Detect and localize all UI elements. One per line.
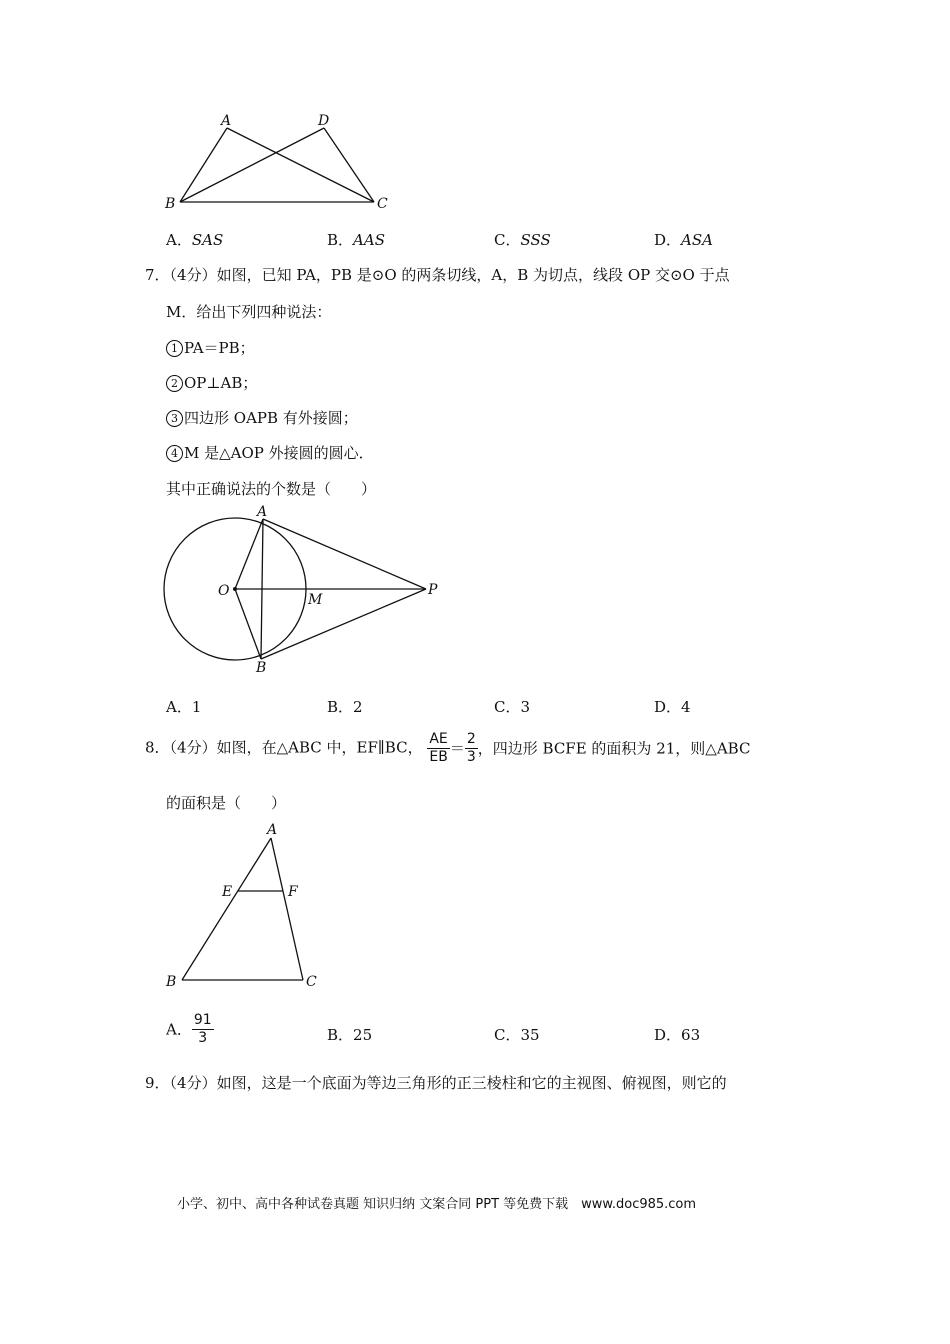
- q8-option-c: C．35: [494, 1026, 540, 1044]
- q7-statement-1: 1 PA＝PB；: [166, 337, 255, 358]
- q6-option-a: A．SAS: [166, 231, 224, 249]
- q7-label-b: B: [256, 660, 267, 676]
- q8-label-a: A: [267, 822, 278, 838]
- q6-option-b: B．AAS: [327, 231, 385, 249]
- q7-statement-4: 4 M 是△AOP 外接圆的圆心．: [166, 442, 374, 463]
- q6-label-b: B: [165, 196, 176, 212]
- q8-figure: [160, 820, 330, 995]
- q8-option-d: D．63: [654, 1026, 701, 1044]
- q6-option-d: D．ASA: [654, 231, 713, 249]
- q7-label-o: O: [218, 583, 230, 599]
- q7-statement-3: 3 四边形 OAPB 有外接圆；: [166, 407, 358, 428]
- q8-option-a: A． $\frac{91}{3}$: [166, 1012, 212, 1046]
- q8-label-f: F: [288, 884, 298, 900]
- q7-stem-line2: M．给出下列四种说法：: [166, 303, 332, 321]
- q7-option-c: C．3: [494, 698, 531, 716]
- q7-score: （4分）: [169, 266, 217, 284]
- q9-number: 9．: [145, 1074, 170, 1092]
- q6-option-c: C．SSS: [494, 231, 551, 249]
- q7-label-a: A: [257, 504, 268, 520]
- circled-number: 2: [166, 375, 183, 392]
- q8-stem-line1: 8．（4分）如图，在△ABC 中，EF∥BC， $\frac{AE}{EB}$ ＝ $\frac{2}{3}$ ，四边形 BCFE 的面积为 21，则△ABC: [145, 731, 751, 765]
- q7-stem-line1: [145, 264, 730, 285]
- q8-label-e: E: [222, 884, 233, 900]
- q8-label-c: C: [306, 974, 317, 990]
- q8-stem-line2: 的面积是（ ）: [166, 794, 287, 812]
- q7-label-p: P: [428, 582, 438, 598]
- q7-question: 其中正确说法的个数是（ ）: [166, 480, 377, 498]
- q6-label-c: C: [377, 196, 388, 212]
- q9-stem: 如图，这是一个底面为等边三角形的正三棱柱和它的主视图、俯视图，则它的: [216, 1074, 727, 1092]
- page-footer: 小学、初中、高中各种试卷真题 知识归纳 文案合同 PPT 等免费下载 www.doc985.com: [177, 1197, 697, 1212]
- q7-option-d: D．4: [654, 698, 691, 716]
- q6-figure: [160, 110, 400, 220]
- q7-option-b: B．2: [327, 698, 363, 716]
- q9-stem-line1: [145, 1072, 727, 1093]
- q7-number: 7．: [145, 266, 170, 284]
- q6-label-d: D: [318, 113, 330, 129]
- circled-number: 1: [166, 340, 183, 357]
- q8-score: （4分）: [169, 738, 217, 757]
- q7-stem: 如图，已知 PA，PB 是⊙O 的两条切线，A，B 为切点，线段 OP 交⊙O 于点: [216, 266, 730, 284]
- q9-score: （4分）: [169, 1074, 217, 1092]
- circled-number: 3: [166, 410, 183, 427]
- q7-label-m: M: [308, 592, 323, 608]
- q7-figure: [160, 500, 460, 680]
- q8-fraction-2-3: $\frac{2}{3}$: [466, 731, 476, 765]
- q6-label-a: A: [221, 113, 232, 129]
- q8-stem-part2: ，四边形 BCFE 的面积为 21，则△ABC: [477, 739, 751, 758]
- q8-stem-part1: 如图，在△ABC 中，EF∥BC，: [216, 738, 423, 757]
- q8-label-b: B: [166, 974, 177, 990]
- q7-option-a: A．1: [166, 698, 202, 716]
- q8-option-b: B．25: [327, 1026, 373, 1044]
- q7-statement-2: 2 OP⊥AB；: [166, 372, 257, 393]
- q8-number: 8．: [145, 738, 170, 757]
- circled-number: 4: [166, 445, 183, 462]
- q8-option-a-fraction: $\frac{91}{3}$: [193, 1012, 212, 1046]
- q8-fraction-ae-eb: $\frac{AE}{EB}$: [429, 731, 448, 765]
